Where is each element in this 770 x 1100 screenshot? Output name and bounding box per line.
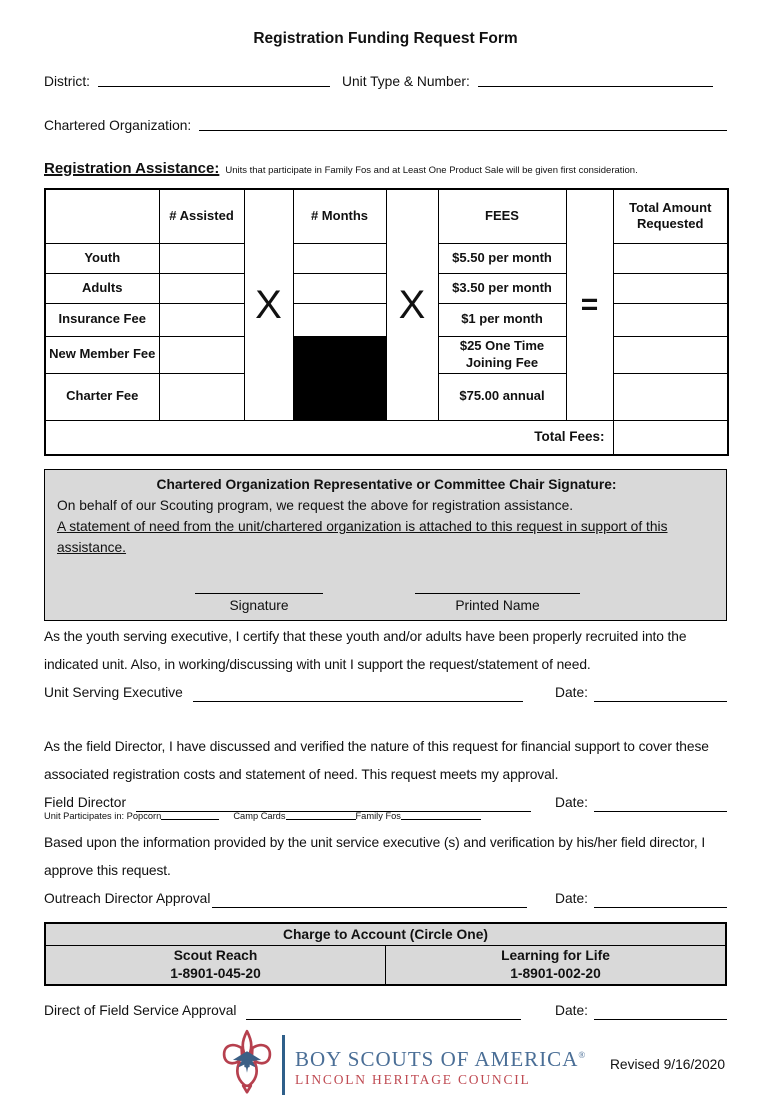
signature-lines-row — [57, 582, 716, 616]
unit-exec-input-line[interactable] — [193, 689, 523, 702]
chartered-org-input-line[interactable] — [199, 118, 727, 131]
adults-row-label: Adults — [45, 273, 159, 303]
field-director-input-line[interactable] — [136, 799, 531, 812]
bsa-logo-block — [220, 1029, 586, 1100]
adults-months-cell[interactable] — [293, 273, 386, 303]
multiply-operator-2: X — [386, 189, 438, 420]
new-member-assisted-cell[interactable] — [159, 336, 244, 373]
fee-table-corner-cell — [45, 189, 159, 243]
charter-total-cell[interactable] — [613, 373, 728, 420]
assisted-header: # Assisted — [159, 189, 244, 243]
chartered-org-label: Chartered Organization: — [44, 118, 192, 133]
charge-to-account-table — [44, 922, 727, 986]
equals-operator: = — [566, 189, 613, 420]
signature-input-line[interactable] — [195, 582, 323, 594]
youth-months-cell[interactable] — [293, 243, 386, 273]
chartered-signature-box — [44, 469, 727, 621]
unit-type-label: Unit Type & Number: — [342, 74, 470, 89]
unit-serving-executive-label: Unit Serving Executive — [44, 685, 183, 700]
field-director-date-label: Date: — [555, 795, 588, 810]
multiply-operator-1: X — [244, 189, 293, 420]
insurance-row-label: Insurance Fee — [45, 303, 159, 336]
new-member-total-cell[interactable] — [613, 336, 728, 373]
registration-assistance-note: Units that participate in Family Fos and at Least One Product Sale will be given first consideration. — [225, 165, 638, 176]
total-amount-header: Total Amount Requested — [613, 189, 728, 243]
registration-assistance-heading: Registration Assistance: — [44, 160, 220, 177]
insurance-assisted-cell[interactable] — [159, 303, 244, 336]
charter-assisted-cell[interactable] — [159, 373, 244, 420]
field-service-input-line[interactable] — [246, 1007, 521, 1020]
field-service-date-label: Date: — [555, 1003, 588, 1018]
signature-box-underlined-statement: A statement of need from the unit/chartered organization is attached to this request in support of this assistance. — [57, 519, 668, 555]
charge-account-header: Charge to Account (Circle One) — [45, 923, 726, 945]
signature-field — [195, 582, 323, 616]
table-row — [45, 420, 728, 455]
printed-name-label: Printed Name — [455, 598, 540, 613]
new-member-fee-cell: $25 One Time Joining Fee — [438, 336, 566, 373]
chartered-org-row — [44, 118, 727, 133]
revised-date: Revised 9/16/2020 — [609, 1057, 725, 1072]
field-director-label: Field Director — [44, 795, 127, 810]
family-fos-label: Family Fos — [355, 811, 401, 821]
camp-cards-input-line[interactable] — [286, 812, 356, 820]
footer — [44, 1029, 727, 1100]
registered-mark: ® — [578, 1049, 587, 1060]
insurance-total-cell[interactable] — [613, 303, 728, 336]
outreach-date-line[interactable] — [594, 895, 727, 908]
unit-type-input-line[interactable] — [478, 74, 713, 87]
unit-participates-label: Unit Participates in: Popcorn — [44, 811, 162, 821]
outreach-paragraph: Based upon the information provided by the unit service executive (s) and verification by his/her field director, I approve this request. — [44, 835, 706, 878]
youth-fee-cell: $5.50 per month — [438, 243, 566, 273]
learning-for-life-account: 1-8901-002-20 — [510, 965, 601, 981]
printed-name-field — [415, 582, 580, 616]
unit-exec-row — [44, 679, 727, 707]
direct-field-service-label: Direct of Field Service Approval — [44, 1003, 237, 1018]
learning-for-life-option[interactable] — [386, 945, 727, 985]
council-name: LINCOLN HERITAGE COUNCIL — [295, 1071, 531, 1087]
adults-assisted-cell[interactable] — [159, 273, 244, 303]
outreach-date-label: Date: — [555, 891, 588, 906]
charter-fee-cell: $75.00 annual — [438, 373, 566, 420]
new-member-row-label: New Member Fee — [45, 336, 159, 373]
bsa-fleur-de-lis-icon — [220, 1029, 274, 1100]
youth-total-cell[interactable] — [613, 243, 728, 273]
unit-participates-row — [44, 811, 727, 821]
youth-assisted-cell[interactable] — [159, 243, 244, 273]
unit-exec-paragraph: As the youth serving executive, I certify that these youth and/or adults have been properly recruited into the indicated unit. Also, in working/discussing with unit I support the request/statement of need. — [44, 629, 687, 672]
youth-row-label: Youth — [45, 243, 159, 273]
charter-row-label: Charter Fee — [45, 373, 159, 420]
adults-total-cell[interactable] — [613, 273, 728, 303]
adults-fee-cell: $3.50 per month — [438, 273, 566, 303]
scout-reach-option[interactable] — [45, 945, 386, 985]
field-director-paragraph: As the field Director, I have discussed and verified the nature of this request for financial support to cover these associated registration costs and statement of need. This request meets my approval. — [44, 739, 709, 782]
district-label: District: — [44, 74, 90, 89]
insurance-months-cell[interactable] — [293, 303, 386, 336]
popcorn-input-line[interactable] — [161, 812, 219, 820]
fee-table — [44, 188, 729, 456]
field-service-date-line[interactable] — [594, 1007, 727, 1020]
outreach-input-line[interactable] — [212, 895, 527, 908]
signature-box-title: Chartered Organization Representative or Committee Chair Signature: — [156, 477, 617, 492]
insurance-fee-cell: $1 per month — [438, 303, 566, 336]
camp-cards-label: Camp Cards — [233, 811, 286, 821]
printed-name-input-line[interactable] — [415, 582, 580, 594]
district-row — [44, 74, 727, 89]
logo-text-block — [295, 1042, 586, 1088]
field-director-date-line[interactable] — [594, 799, 727, 812]
bsa-org-name: BOY SCOUTS OF AMERICA® — [295, 1046, 587, 1071]
registration-assistance-section — [44, 160, 727, 177]
unit-exec-date-label: Date: — [555, 685, 588, 700]
field-service-row — [44, 997, 727, 1025]
signature-box-body: On behalf of our Scouting program, we request the above for registration assistance. — [57, 498, 574, 513]
outreach-director-label: Outreach Director Approval — [44, 891, 211, 906]
unit-exec-date-line[interactable] — [594, 689, 727, 702]
fees-header: FEES — [438, 189, 566, 243]
charter-months-cell-blocked — [293, 373, 386, 420]
total-fees-cell[interactable] — [613, 420, 728, 455]
learning-for-life-name: Learning for Life — [501, 947, 610, 963]
outreach-director-row — [44, 885, 727, 913]
signature-label: Signature — [229, 598, 289, 613]
total-fees-label: Total Fees: — [45, 420, 613, 455]
scout-reach-name: Scout Reach — [173, 947, 258, 963]
months-header: # Months — [293, 189, 386, 243]
family-fos-input-line[interactable] — [401, 812, 481, 820]
page-title: Registration Funding Request Form — [253, 30, 518, 47]
new-member-months-cell-blocked — [293, 336, 386, 373]
logo-divider — [282, 1035, 285, 1095]
district-input-line[interactable] — [98, 74, 330, 87]
scout-reach-account: 1-8901-045-20 — [170, 965, 261, 981]
